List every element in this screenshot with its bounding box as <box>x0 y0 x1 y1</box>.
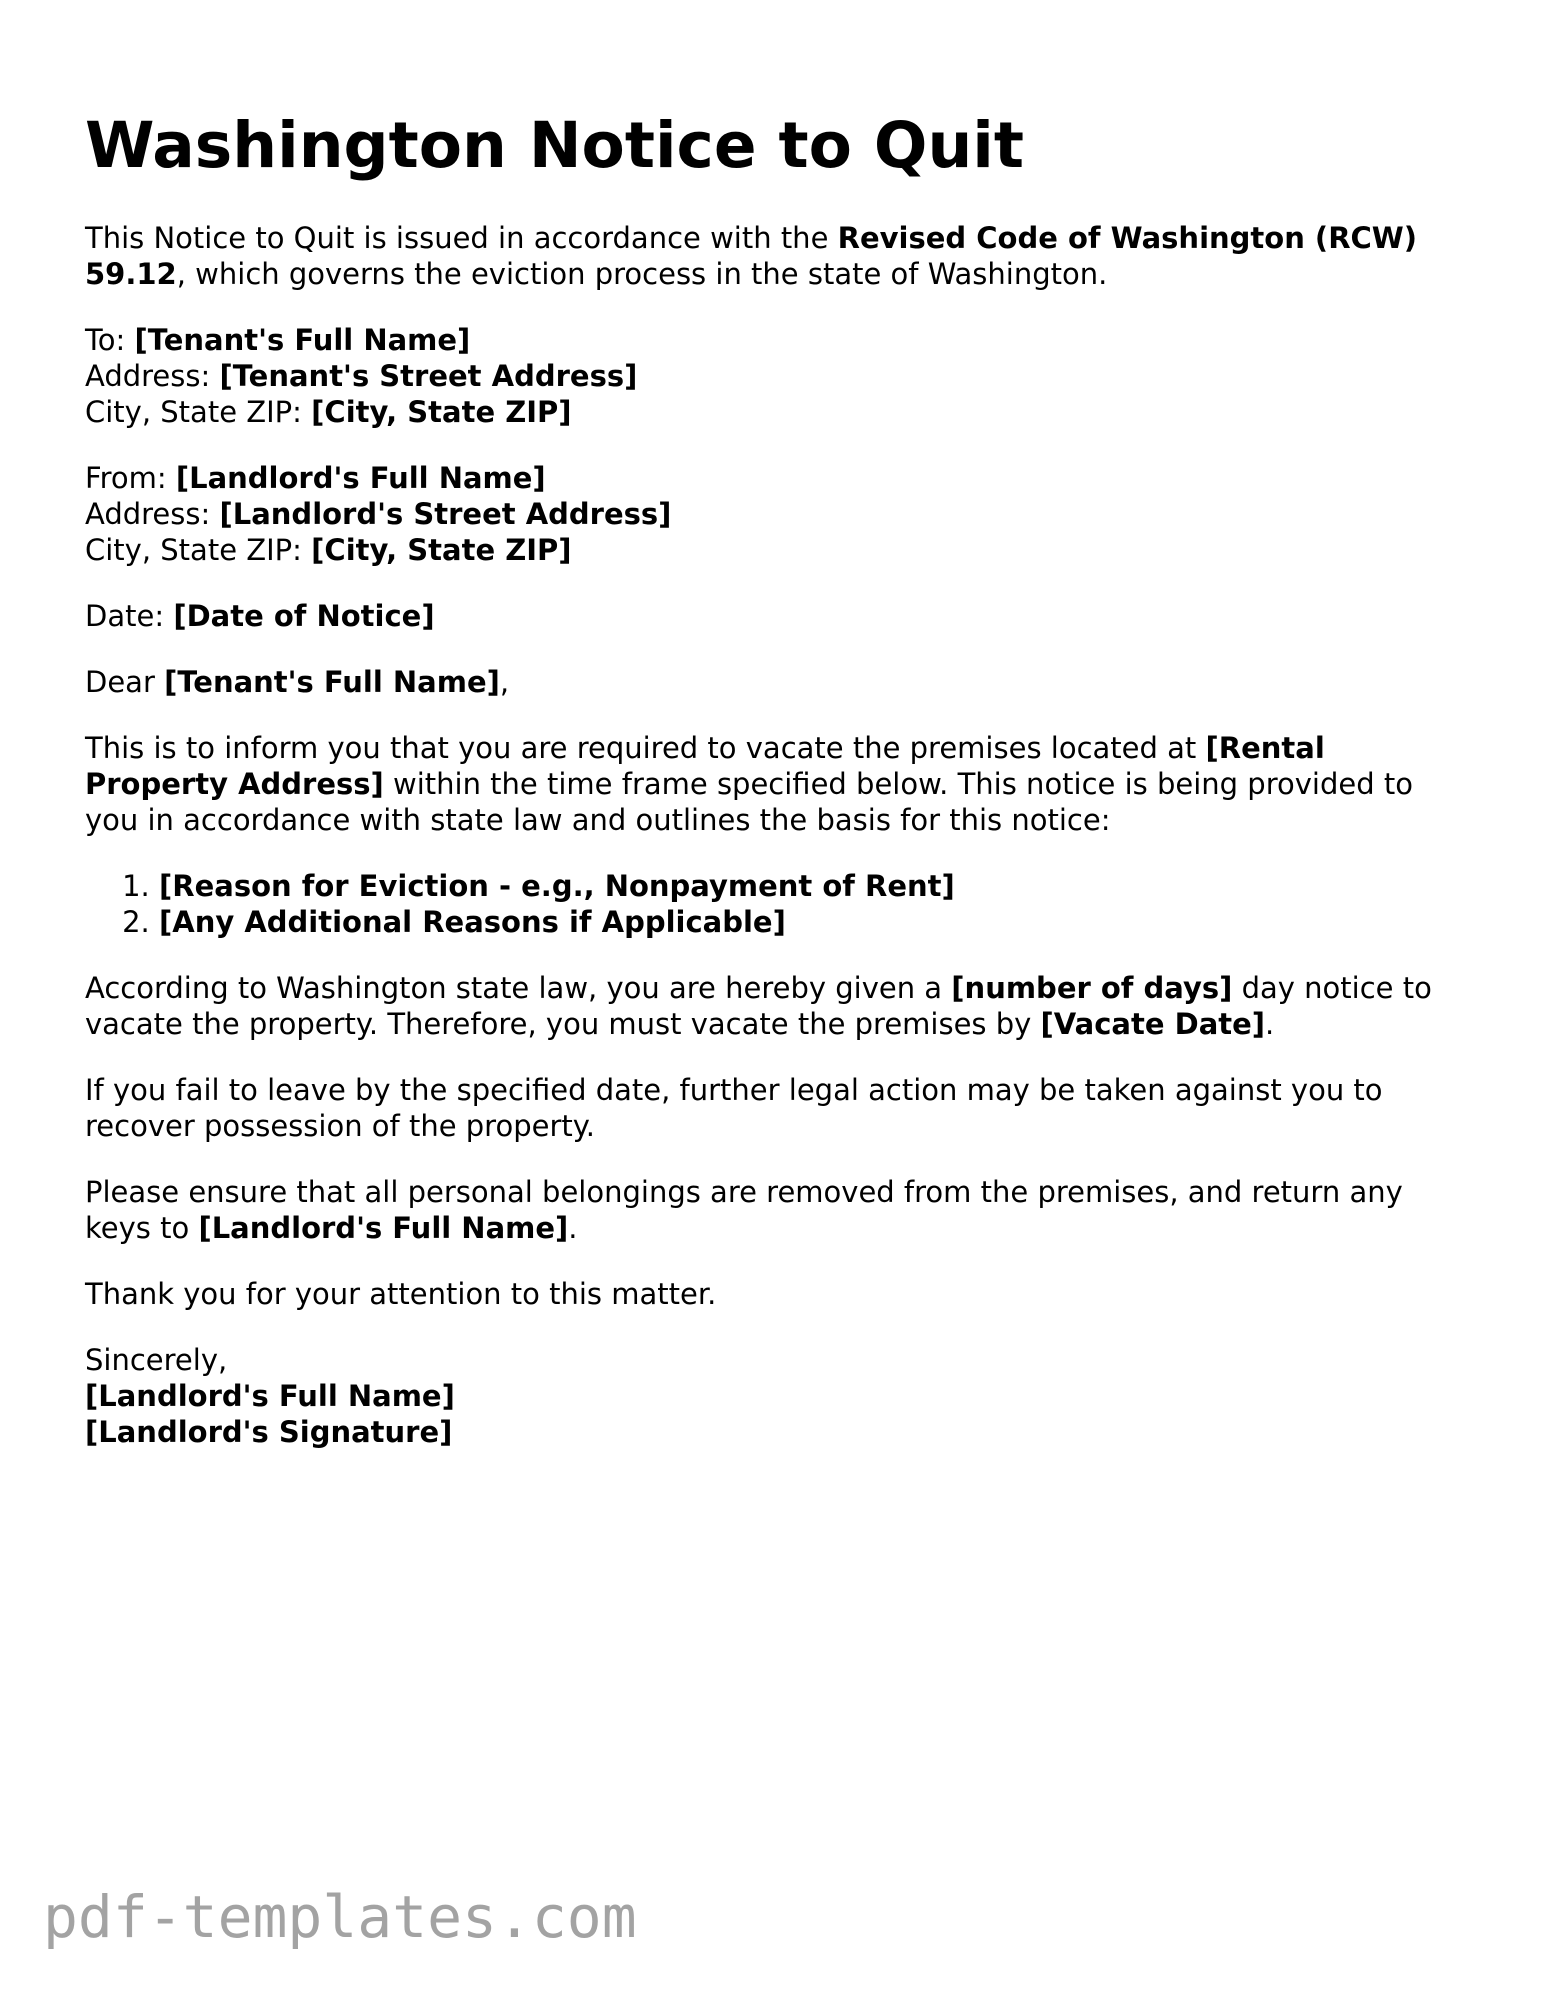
reason-1: [Reason for Eviction - e.g., Nonpayment of Rent] <box>159 869 955 903</box>
salutation-name: [Tenant's Full Name] <box>164 665 500 699</box>
salutation-text-1: Dear <box>85 665 165 699</box>
salutation <box>85 664 1455 700</box>
number-of-days: [number of days] <box>951 971 1233 1005</box>
document-title: Washington Notice to Quit <box>85 109 1025 182</box>
intro-paragraph <box>85 220 1455 292</box>
list-item <box>159 904 1455 940</box>
belongings-landlord-name: [Landlord's Full Name] <box>198 1211 569 1245</box>
tenant-city: [City, State ZIP] <box>311 395 572 429</box>
statute-reference: Revised Code of Washington (RCW) 59.12 <box>85 221 1418 291</box>
date-label: Date: <box>85 599 174 633</box>
notice-text-2: day notice to vacate the property. Therefore, you must vacate the premises by <box>85 971 1432 1041</box>
intro-text-1: This Notice to Quit is issued in accordance with the <box>85 221 838 255</box>
tenant-address: [Tenant's Street Address] <box>219 359 638 393</box>
tenant-name: [Tenant's Full Name] <box>134 323 471 357</box>
list-item <box>159 868 1455 904</box>
fail-paragraph: If you fail to leave by the specified date, further legal action may be taken against you to recover possession of the property. <box>85 1073 1383 1143</box>
notice-text-3: . <box>1265 1007 1275 1041</box>
closing-signature: [Landlord's Signature] <box>85 1415 453 1449</box>
intro-text-2: , which governs the eviction process in the state of Washington. <box>176 257 1108 291</box>
inform-text-1: This is to inform you that you are required to vacate the premises located at <box>85 731 1206 765</box>
notice-text-1: According to Washington state law, you are hereby given a <box>85 971 952 1005</box>
landlord-city-label: City, State ZIP: <box>85 533 312 567</box>
notice-period-paragraph <box>85 970 1455 1042</box>
tenant-city-label: City, State ZIP: <box>85 395 312 429</box>
belongings-paragraph <box>85 1174 1455 1246</box>
recipient-block <box>85 322 1455 430</box>
inform-text-2: within the time frame specified below. This notice is being provided to you in accordance with state law and outlines the basis for this notice: <box>85 767 1413 837</box>
landlord-address-label: Address: <box>85 497 220 531</box>
document-body <box>85 220 1455 1480</box>
inform-paragraph <box>85 730 1455 838</box>
landlord-city: [City, State ZIP] <box>311 533 572 567</box>
date-line <box>85 598 1455 634</box>
belongings-text-1: Please ensure that all personal belongings are removed from the premises, and return any keys to <box>85 1175 1403 1245</box>
from-label: From: <box>85 461 176 495</box>
landlord-name: [Landlord's Full Name] <box>175 461 546 495</box>
closing-sincerely: Sincerely, <box>85 1343 228 1377</box>
sender-block <box>85 460 1455 568</box>
salutation-text-2: , <box>499 665 510 699</box>
closing-landlord-name: [Landlord's Full Name] <box>85 1379 455 1413</box>
reason-2: [Any Additional Reasons if Applicable] <box>159 905 786 939</box>
watermark: pdf-templates.com <box>43 1883 637 1951</box>
to-label: To: <box>85 323 135 357</box>
belongings-text-2: . <box>568 1211 578 1245</box>
date-value: [Date of Notice] <box>173 599 435 633</box>
landlord-address: [Landlord's Street Address] <box>219 497 672 531</box>
closing-block <box>85 1342 1455 1450</box>
thanks-paragraph: Thank you for your attention to this matter. <box>85 1277 717 1311</box>
tenant-address-label: Address: <box>85 359 220 393</box>
reasons-list <box>85 868 1455 940</box>
rental-property-address: [Rental Property Address] <box>85 731 1325 801</box>
vacate-date: [Vacate Date] <box>1040 1007 1266 1041</box>
